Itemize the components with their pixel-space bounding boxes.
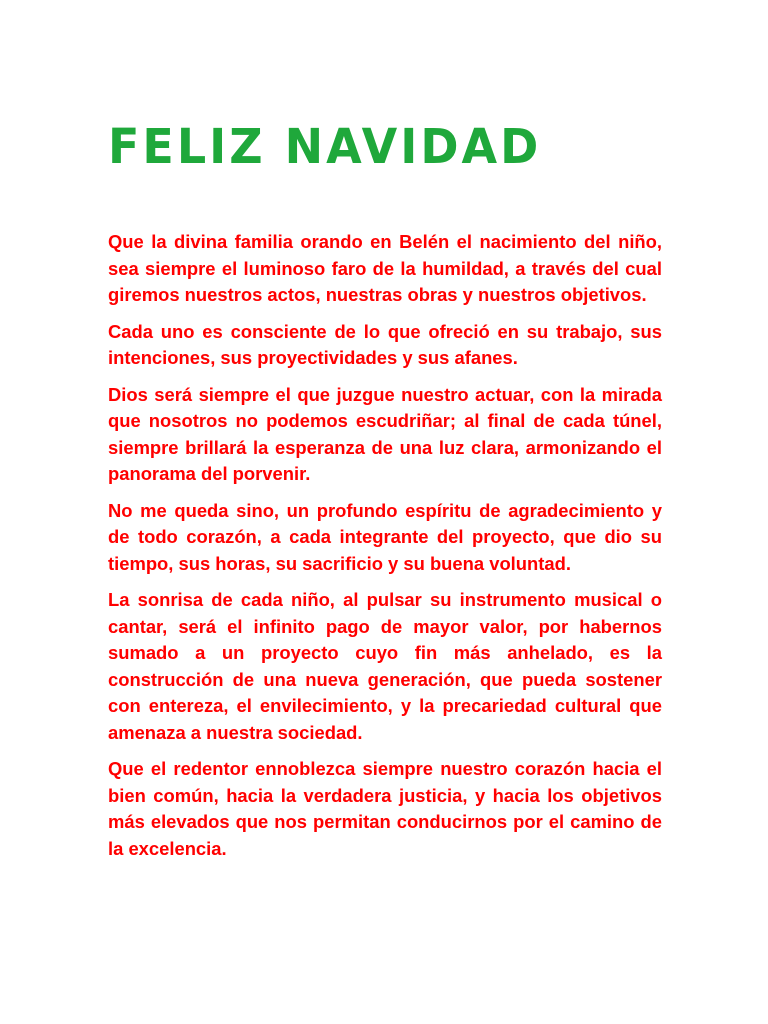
paragraph-2: Cada uno es consciente de lo que ofreció en su trabajo, sus intenciones, sus proyectividades y sus afanes. [108,320,662,369]
document-title: FELIZ NAVIDAD [108,118,542,175]
paragraph-6: Que el redentor ennoblezca siempre nuestro corazón hacia el bien común, hacia la verdadera justicia, y hacia los objetivos más elevados que nos permitan conducirnos por el camino de la excelencia. [108,758,662,859]
paragraph-1: Que la divina familia orando en Belén el nacimiento del niño, sea siempre el luminoso faro de la humildad, a través del cual giremos nuestros actos, nuestras obras y nuestros objetivos. [108,231,662,306]
paragraph-3: Dios será siempre el que juzgue nuestro actuar, con la mirada que nosotros no podemos escudriñar; al final de cada túnel, siempre brillará la esperanza de una luz clara, armonizando el panorama del porvenir. [108,383,662,485]
paragraph-4: No me queda sino, un profundo espíritu de agradecimiento y de todo corazón, a cada integrante del proyecto, que dio su tiempo, sus horas, su sacrificio y su buena voluntad. [108,499,662,574]
paragraph-5: La sonrisa de cada niño, al pulsar su instrumento musical o cantar, será el infinito pago de mayor valor, por habernos sumado a un proyecto cuyo fin más anhelado, es la construcción de una nueva generación, que pueda sostener con entereza, el envilecimiento, y la precariedad cultural que amenaza a nuestra sociedad. [108,589,662,743]
document-page [108,118,662,872]
